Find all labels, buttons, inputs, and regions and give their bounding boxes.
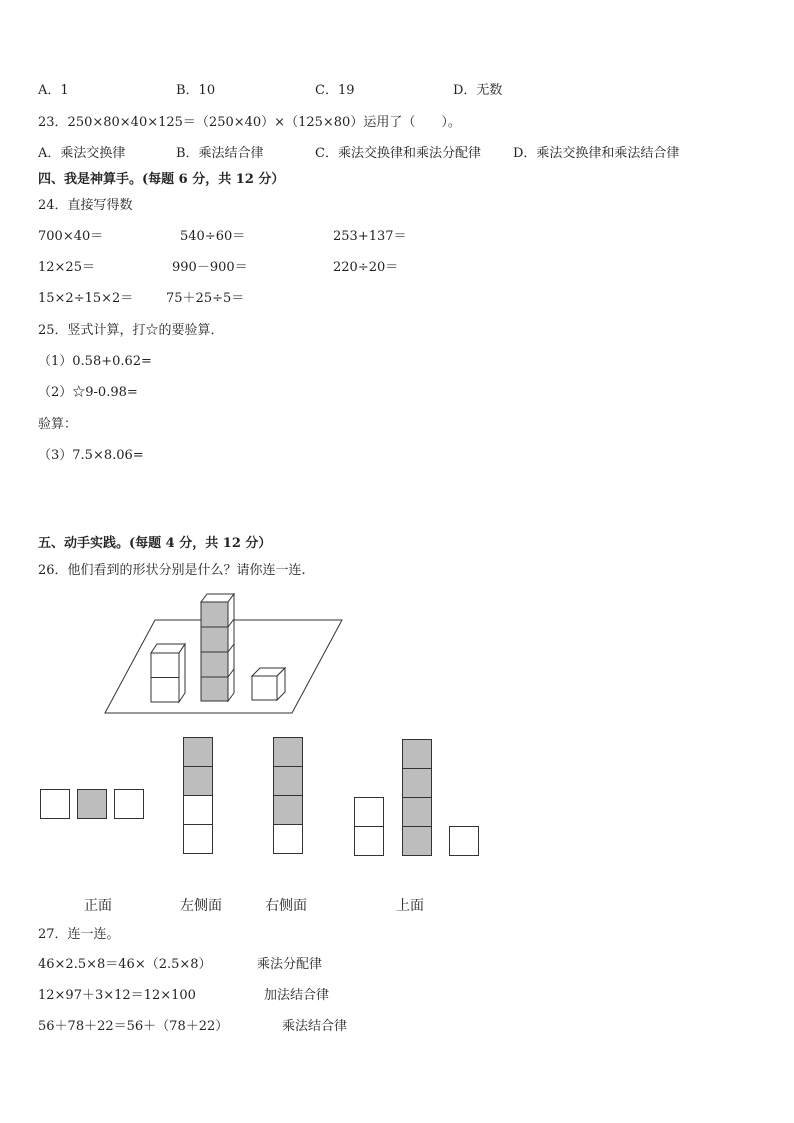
q27-law-3[interactable]: 乘法结合律 [282, 1019, 348, 1034]
q25-stem: 25．竖式计算，打☆的要验算． [38, 323, 224, 338]
cube-arrangement-figure [104, 593, 344, 718]
q23-option-d: D．乘法交换律和乘法结合律 [513, 146, 680, 161]
q27-expression-1[interactable]: 46×2.5×8＝46×（2.5×8） [38, 957, 212, 972]
q24-item-1: 700×40＝ [38, 229, 104, 244]
q23-option-a: A．乘法交换律 [38, 146, 126, 161]
q22-option-b: B．10 [176, 83, 216, 98]
q24-item-4: 12×25＝ [38, 260, 95, 275]
view-comp-left-square-2 [354, 826, 384, 856]
label-right-side[interactable]: 右侧面 [265, 898, 307, 914]
view-row-square-3 [114, 789, 144, 819]
q25-item-1: （1）0.58+0.62= [38, 354, 152, 369]
q27-law-2[interactable]: 加法结合律 [264, 988, 330, 1003]
q25-check-label: 验算： [38, 417, 78, 432]
view-row-square-2 [77, 789, 107, 819]
label-top[interactable]: 上面 [396, 898, 424, 914]
section4-title: 四、我是神算手。(每题 6 分，共 12 分） [38, 172, 285, 187]
view-comp-mid-square-4 [402, 826, 432, 856]
single-cube [252, 668, 285, 700]
q23-option-c: C．乘法交换律和乘法分配律 [315, 146, 481, 161]
q26-stem: 26．他们看到的形状分别是什么？请你连一连. [38, 563, 306, 578]
q27-expression-3[interactable]: 56＋78＋22＝56＋（78＋22） [38, 1019, 229, 1034]
q22-option-c: C．19 [315, 83, 355, 98]
view-comp-mid-square-1 [402, 739, 432, 769]
view-row-square-1 [40, 789, 70, 819]
q22-option-d: D．无数 [453, 83, 503, 98]
section5-title: 五、动手实践。(每题 4 分，共 12 分） [38, 536, 272, 551]
q27-stem: 27．连一连。 [38, 927, 120, 942]
view-col-a-square-3 [183, 795, 213, 825]
view-comp-right-square [449, 826, 479, 856]
q25-item-3: （3）7.5×8.06= [38, 448, 144, 463]
view-col-b-square-3 [273, 795, 303, 825]
q24-item-7: 15×2÷15×2＝ [38, 291, 134, 306]
view-comp-mid-square-2 [402, 768, 432, 798]
left-cube-stack [151, 644, 185, 702]
tall-cube-stack [201, 594, 234, 701]
label-front[interactable]: 正面 [84, 898, 112, 914]
view-comp-left-square-1 [354, 797, 384, 827]
view-col-a-square-1 [183, 737, 213, 767]
view-col-b-square-1 [273, 737, 303, 767]
q27-law-1[interactable]: 乘法分配律 [257, 957, 323, 972]
q24-item-6: 220÷20＝ [333, 260, 399, 275]
q24-item-5: 990－900＝ [172, 260, 248, 275]
q27-expression-2[interactable]: 12×97＋3×12＝12×100 [38, 988, 196, 1003]
q24-stem: 24．直接写得数 [38, 198, 133, 213]
view-col-a-square-2 [183, 766, 213, 796]
q24-item-2: 540÷60＝ [180, 229, 246, 244]
view-col-a-square-4 [183, 824, 213, 854]
label-left-side[interactable]: 左侧面 [180, 898, 222, 914]
q22-option-a: A．1 [38, 83, 69, 98]
view-col-b-square-2 [273, 766, 303, 796]
view-comp-mid-square-3 [402, 797, 432, 827]
view-col-b-square-4 [273, 824, 303, 854]
q23-option-b: B．乘法结合律 [176, 146, 264, 161]
q24-item-3: 253+137＝ [333, 229, 407, 244]
q24-item-8: 75＋25÷5＝ [166, 291, 245, 306]
q23-stem: 23．250×80×40×125＝（250×40）×（125×80）运用了（ ）。 [38, 115, 461, 130]
q25-item-2: （2）☆9-0.98= [38, 385, 138, 400]
